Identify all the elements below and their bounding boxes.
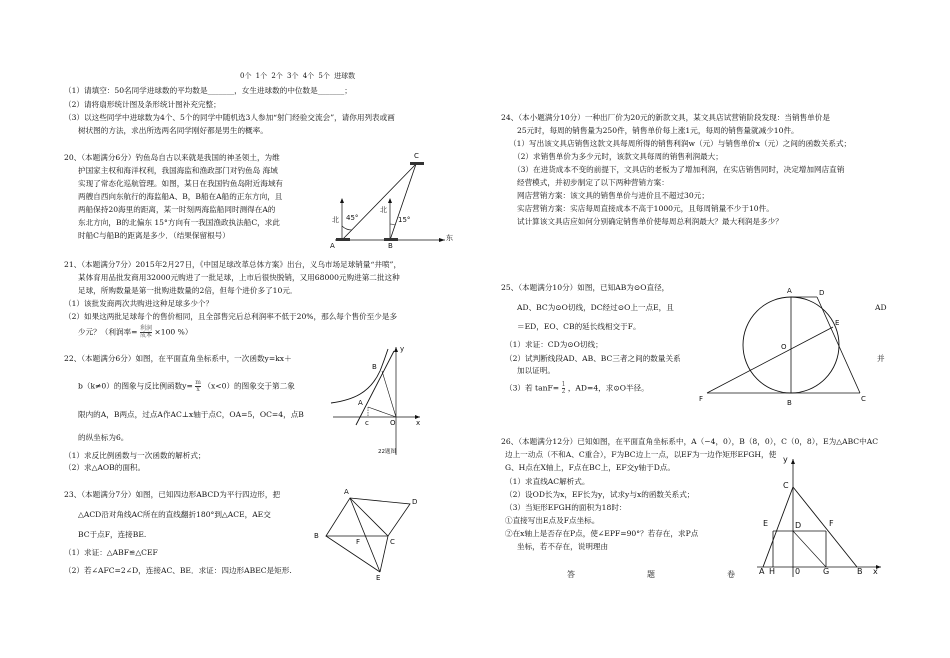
- q22-fraction: [195, 380, 201, 393]
- q26-figure: [755, 455, 885, 580]
- q24-line-6: 经营模式，并初步制定了以下两种营销方案：: [517, 178, 669, 187]
- q22-frac-den: x: [196, 386, 200, 393]
- q21-fraction: [140, 326, 152, 339]
- q23-line-3: BC于点F，连接BE.: [78, 530, 147, 539]
- q20-line-5: 两船保持20海里的距离，某一时刻两海监船同时测得在A的: [78, 205, 276, 214]
- q22-line-2: [78, 380, 295, 393]
- bar-chart-axis-labels: 0个 1个 2个 3个 4个 5个 进球数: [240, 72, 356, 80]
- q24-line-3: （1）写出该文具店销售这款文具每周所得的销售利润w（元）与销售单价x（元）之间的函数关系式；: [509, 139, 852, 148]
- q20-line-4: 两艘自西向东航行的海监船A、B，B船在A船的正东方向，且: [78, 192, 283, 201]
- q22-label-x: x: [416, 419, 421, 427]
- q25-label-o: O: [781, 343, 787, 351]
- q26-line-1: 26、（本题满分12分）已知如图，在平面直角坐标系中，A（−4，0），B（8，0），C（0，8），E为△ABC中AC: [501, 437, 879, 446]
- q24-line-4: （2）求销售单价为多少元时，该款文具每周的销售利润最大；: [513, 152, 723, 161]
- q20-label-east: 东: [446, 234, 453, 242]
- footer-char-3: 卷: [727, 570, 735, 579]
- q22-line-4: 的纵坐标为6。: [78, 433, 129, 442]
- q20-line-6: 东北方向，B的北偏东 15°方向有一我国渔政执法船C，求此: [78, 218, 280, 227]
- right-column: [475, 0, 950, 658]
- q26-line-7: ①直接写出E点及F点坐标。: [505, 516, 600, 525]
- q26-line-9: 坐标，若不存在，说明理由: [517, 542, 609, 551]
- q21-line-6-start: 少元？（利润率=: [78, 327, 138, 337]
- q25-line-3: ＝ED，EO、CB的延长线相交于F。: [517, 322, 641, 331]
- q26-label-b: B: [857, 567, 863, 576]
- q21-frac-den: 成本: [139, 332, 152, 339]
- q22-label-o: O: [390, 419, 396, 427]
- q22-label-a: A: [358, 399, 363, 407]
- q25-line-4: （1）求证：CD为⊙O切线；: [505, 340, 603, 349]
- q23-label-d: D: [412, 498, 418, 506]
- q20-label-15deg: 15°: [398, 216, 411, 224]
- q21-frac-num: 利润: [139, 325, 152, 332]
- q20-label-a: A: [330, 242, 335, 250]
- q26-line-4: （1）求直线AC解析式。: [505, 477, 590, 486]
- q22-line-3: 限内的A，B两点，过点A作AC⊥x轴于点C，OA=5，OC=4，点B: [78, 410, 304, 419]
- q25-label-c: C: [861, 395, 866, 403]
- footer-char-1: 答: [567, 570, 575, 579]
- q25-fraction: [562, 382, 566, 395]
- q25-line-5: （2）试判断线段AD、AB、BC三者之间的数量关系: [505, 354, 681, 363]
- q22-label-c: c: [365, 419, 369, 427]
- q21-line-3: 足球，所购数量是第一批购进数量的2倍，但每个进价多了10元．: [78, 286, 298, 295]
- q20-label-north-b: 北: [380, 206, 387, 214]
- q20-label-45deg: 45°: [346, 214, 359, 222]
- q22-frac-num: m: [195, 379, 201, 386]
- q22-label-y: y: [400, 345, 405, 353]
- q26-label-o: 0: [795, 567, 801, 576]
- q26-label-x: x: [873, 567, 878, 576]
- q25-frac-den: 2: [561, 388, 566, 395]
- q21-line-2: 某体育用品批发商用32000元购进了一批足球，上市后很快脱销，又用68000元购进第二批这种: [78, 273, 400, 282]
- q23-figure: [310, 488, 420, 583]
- q25-line-2-end: AD: [875, 303, 887, 312]
- q26-line-6: （3）当矩形EFGH的面积为18时：: [505, 503, 627, 512]
- q20-line-2: 护国家主权和海洋权利，我国海监和渔政部门对钓鱼岛 海域: [78, 166, 278, 175]
- q23-label-a: A: [344, 488, 349, 496]
- footer-char-2: 题: [647, 570, 655, 579]
- q24-line-1: 24、（本小题满分10分）一种出厂价为20元的新款文具，某文具店试营销阶段发现：当销售单价是: [501, 113, 830, 122]
- q23-label-e: E: [376, 574, 381, 582]
- q23-line-1: 23、（本题满分7分）如图，已知四边形ABCD为平行四边形，把: [64, 490, 281, 499]
- q26-diagram: [755, 455, 885, 580]
- q25-line-7-start: （3）若 tanF=: [505, 383, 560, 393]
- q23-line-4: （1）求证：△ABF≌△CEF: [64, 548, 158, 557]
- q22-label-b: B: [372, 363, 377, 371]
- q19-line-2: （2）请将扇形统计图及条形统计图补充完整；: [64, 100, 221, 109]
- q25-line-1: 25、（本题满分10分）如图，已知AB为⊙O直径，: [501, 283, 670, 292]
- q25-frac-num: 1: [561, 381, 566, 388]
- q23-label-f: F: [356, 538, 361, 546]
- q23-label-b: B: [314, 532, 319, 540]
- q25-label-e: E: [835, 319, 840, 327]
- q26-line-5: （2）设OD长为x，EF长为y，试求y与x的函数关系式；: [505, 490, 695, 499]
- q20-diagram: [320, 150, 450, 260]
- q26-line-3: G、H点在X轴上，F点在BC上，EF交y轴于D点。: [505, 463, 675, 472]
- q26-label-g: G: [823, 567, 830, 576]
- q26-label-c: C: [783, 481, 789, 490]
- q20-label-north-a: 北: [332, 216, 339, 224]
- q25-figure: [699, 285, 875, 415]
- q25-label-f: F: [699, 395, 704, 403]
- q25-line-6: 加以证明。: [517, 366, 555, 375]
- q20-figure: [320, 150, 453, 260]
- q25-line-2: AD、BC为⊙O切线，DC经过⊙O上一点E，且: [517, 303, 674, 312]
- q24-line-9: 试计算该文具店应如何分别确定销售单价使每周总利润最大？最大利润是多少？: [517, 217, 783, 226]
- q23-label-c: C: [390, 538, 395, 546]
- q22-line-1: 22、（本题满分6分）如图，在平面直角坐标系中，一次函数y=kx＋: [64, 354, 292, 363]
- q23-diagram: [310, 488, 420, 583]
- q26-label-f: F: [829, 519, 834, 528]
- q26-label-y: y: [783, 455, 788, 464]
- q25-line-7: [505, 382, 649, 395]
- q20-line-1: 20、（本题满分6分）钓鱼岛自古以来就是我国的神圣领土，为维: [64, 153, 280, 162]
- q20-line-3: 实现了常态化巡航管理。如图，某日在我国钓鱼岛附近海域有: [78, 179, 284, 188]
- q19-line-3: （3）以这些同学中进球数为4个、5个的同学中随机选3人参加“射门经验交流会”，请你用列表或画: [64, 113, 395, 122]
- q24-line-2: 25元时，每周的销售量为250件，销售单价每上涨1元，每周的销售量就减少10件。: [517, 126, 799, 135]
- q26-line-2: 边上一动点（不和A、C重合），F为BC边上一点，以EF为一边作矩形EFGH，使: [505, 450, 777, 459]
- q23-line-2: △ACD沿对角线AC所在的直线翻折180°到△ACE，AE交: [78, 510, 271, 519]
- q24-line-8: 实店营销方案：实店每周直接成本不高于1000元，且每周销量不少于10件。: [517, 204, 774, 213]
- q21-line-5: （2）如果这两批足球每个的售价相同，且全部售完后总利润率不低于20%，那么每个售价至少是多: [64, 312, 398, 321]
- q19-line-4: 树状图的方法，求出所选两名同学刚好都是男生的概率。: [78, 126, 268, 135]
- q25-label-b: B: [787, 399, 792, 407]
- q25-label-a: A: [787, 287, 792, 295]
- q26-line-8: ②在x轴上是否存在P点，使∠EPF=90°？若存在，求P点: [505, 529, 699, 538]
- q22-line-2-end: （x<0）的图象交于第二象: [203, 381, 295, 391]
- q22-line-2-start: b（k≠0）的图象与反比例函数y=: [78, 381, 193, 391]
- q21-line-6-end: ×100 %）: [154, 327, 193, 337]
- q25-label-d: D: [819, 289, 825, 297]
- q24-line-7: 网店营销方案：该文具的销售单价与进价且不超过30元；: [517, 191, 709, 200]
- q25-line-5-end: 并: [877, 354, 885, 363]
- q20-label-b: B: [388, 242, 393, 250]
- q25-line-7-end: ，AD=4，求⊙O半径。: [567, 383, 649, 393]
- q20-label-c: C: [414, 152, 419, 160]
- q20-line-7: 时船C与船B的距离是多少．（结果保留根号）: [78, 231, 230, 240]
- q23-line-5: （2）若∠AFC=2∠D，连接AC、BE．求证：四边形ABEC是矩形.: [64, 566, 292, 575]
- q21-line-4: （1）该批发商两次共购进这种足球多少个？: [64, 299, 214, 308]
- q26-label-h: H: [769, 567, 776, 576]
- q26-label-e: E: [763, 519, 769, 528]
- q19-line-1: （1）请填空：50名同学进球数的平均数是_______，女生进球数的中位数是_______；: [64, 86, 352, 95]
- q25-diagram: [705, 285, 875, 415]
- q22-caption: 22题图: [378, 449, 396, 455]
- q21-line-1: 21、（本题满分7分）2015年2月27日，《中国足球改革总体方案》出台，义乌市场足球销量“井喷”，: [64, 260, 402, 269]
- q21-line-6: [78, 326, 192, 339]
- q24-line-5: （3）在进货成本不变的前提下，文具店的老板为了增加利润，在实店销售同时，决定增加网店直销: [513, 165, 845, 174]
- q26-label-a: A: [759, 567, 765, 576]
- q22-figure: [328, 345, 423, 460]
- q22-line-5: （1）求反比例函数与一次函数的解析式；: [64, 451, 206, 460]
- q22-line-6: （2）求△AOB的面积。: [64, 463, 146, 472]
- q26-label-d: D: [795, 521, 802, 530]
